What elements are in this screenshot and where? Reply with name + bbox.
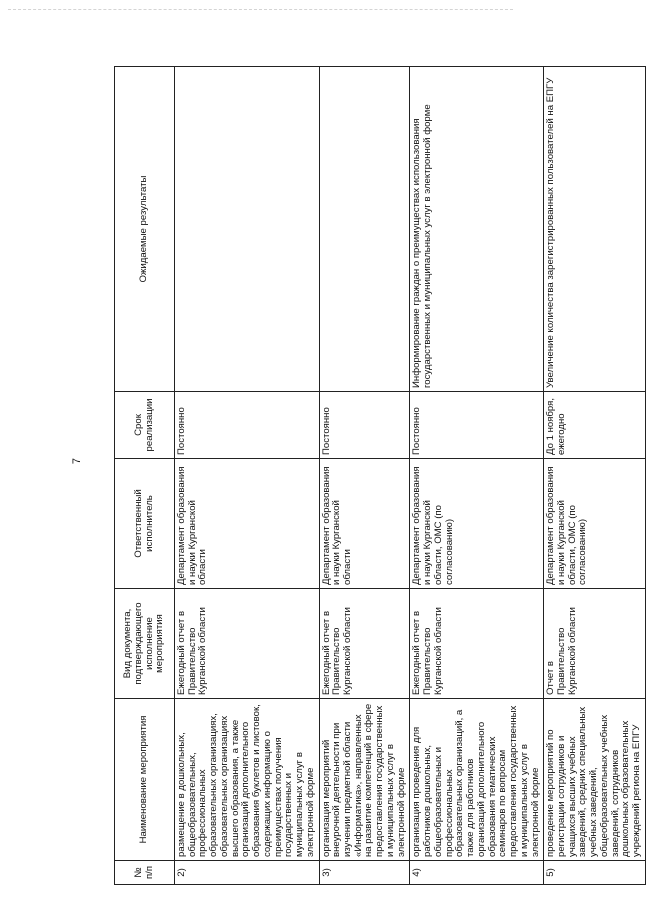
page-number: 7 <box>71 457 84 465</box>
row-doc: Ежегодный отчет в Правительство Курганской области <box>319 589 410 699</box>
row-num: 4) <box>410 861 544 885</box>
header-result: Ожидаемые результаты <box>115 67 175 392</box>
rotated-table-wrapper <box>114 67 643 885</box>
header-doc: Вид документа, подтверждающего исполнение мероприятия <box>115 589 175 699</box>
header-executor: Ответственный исполнитель <box>115 459 175 589</box>
row-num: 5) <box>544 861 646 885</box>
row-term: До 1 ноября, ежегодно <box>544 392 646 459</box>
table-row <box>175 67 320 885</box>
row-name: размещение в дошкольных, общеобразовательных, профессиональных образовательных организациях, образовательных организациях высшего образования, а также организаций дополнительного образования буклетов и листовок, содержащих информацию о преимуществах получения государственных и муниципальных услуг в электронной форме <box>175 699 320 861</box>
row-executor: Департамент образования и науки Курганской области <box>175 459 320 589</box>
row-result <box>319 67 410 392</box>
header-num: № п/п <box>115 861 175 885</box>
row-num: 2) <box>175 861 320 885</box>
table-row <box>410 67 544 885</box>
row-result <box>175 67 320 392</box>
header-name: Наименование мероприятия <box>115 699 175 861</box>
row-name: организация мероприятий внеурочной деятельности при изучении предметной области «Информатика», направленных на развитие компетенций в сфере предоставления государственных и муниципальных услуг в электронной форме <box>319 699 410 861</box>
row-term: Постоянно <box>410 392 544 459</box>
row-executor: Департамент образования и науки Курганской области, ОМС (по согласованию) <box>410 459 544 589</box>
row-result: Увеличение количества зарегистрированных пользователей на ЕПГУ <box>544 67 646 392</box>
table-header-row <box>115 67 175 885</box>
row-result: Информирование граждан о преимуществах использования государственных и муниципальных услуг в электронной форме <box>410 67 544 392</box>
scan-artifact-line <box>8 9 513 10</box>
row-num: 3) <box>319 861 410 885</box>
row-term: Постоянно <box>175 392 320 459</box>
row-executor: Департамент образования и науки Курганской области <box>319 459 410 589</box>
header-term: Срок реализации <box>115 392 175 459</box>
table-row <box>319 67 410 885</box>
row-doc: Ежегодный отчет в Правительство Курганской области <box>175 589 320 699</box>
row-name: организация проведения для работников дошкольных, общеобразовательных и профессиональных образовательных организаций, а также для работников организаций дополнительного образования тематических семинаров по вопросам предоставления государственных и муниципальных услуг в электронной форме <box>410 699 544 861</box>
measures-table <box>114 66 646 885</box>
row-name: проведение мероприятий по регистрации сотрудников и учащихся высших учебных заведений, средних специальных учебных заведений, общеобразовательных учебных заведений, сотрудников дошкольных образовательных учреждений региона на ЕПГУ <box>544 699 646 861</box>
row-doc: Отчет в Правительство Курганской области <box>544 589 646 699</box>
row-term: Постоянно <box>319 392 410 459</box>
row-doc: Ежегодный отчет в Правительство Курганской области <box>410 589 544 699</box>
row-executor: Департамент образования и науки Курганской области, ОМС (по согласованию) <box>544 459 646 589</box>
table-row <box>544 67 646 885</box>
